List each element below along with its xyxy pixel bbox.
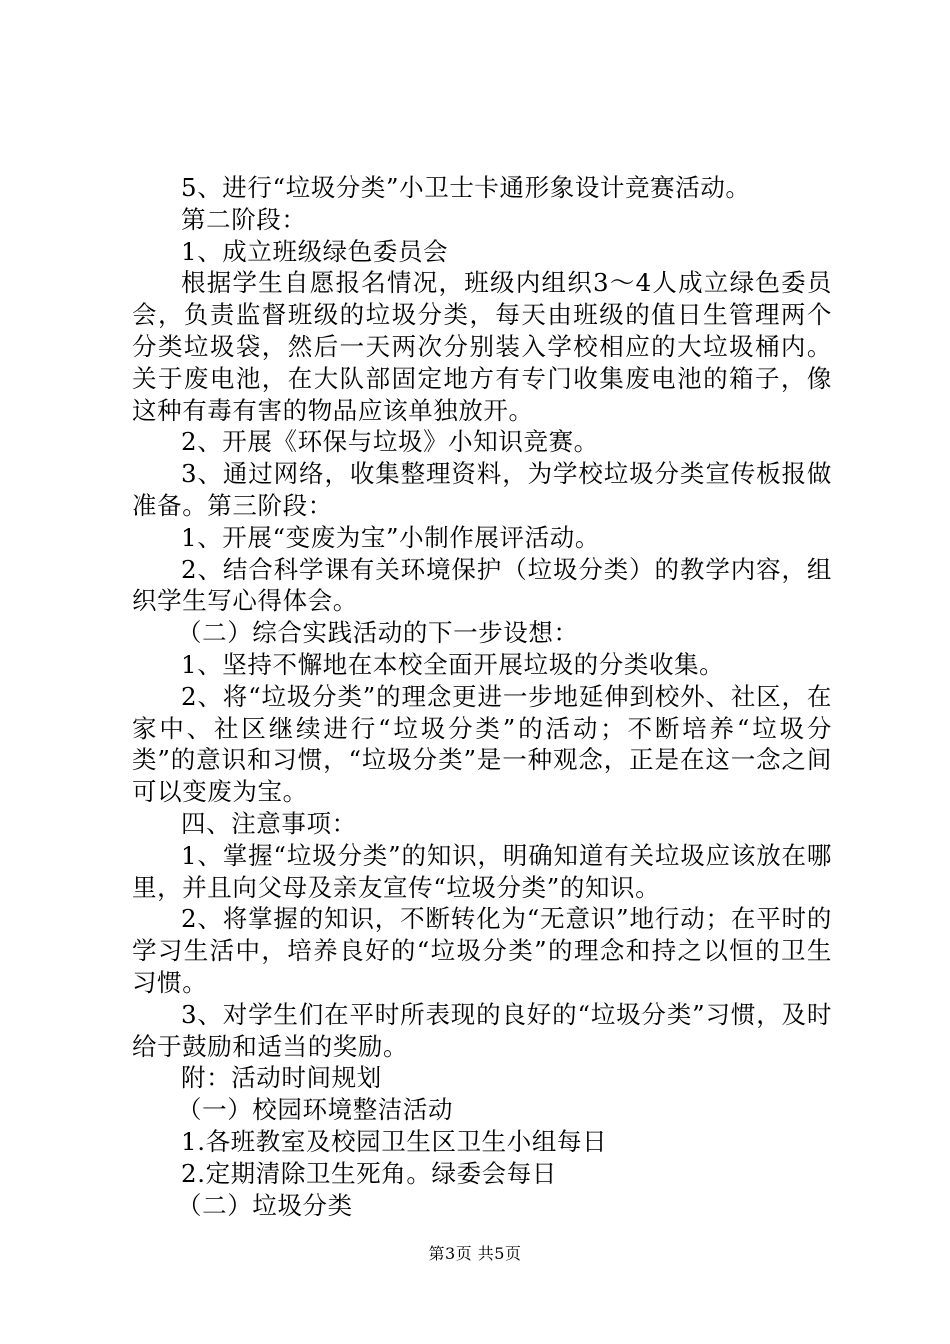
paragraph-extend-community: 2、将“垃圾分类”的理念更进一步地延伸到校外、社区，在家中、社区继续进行“垃圾分类”的活动；不断培养“垃圾分类”的意识和习惯，“垃圾分类”是一种观念，正是在这一念之间可以变废为宝。 [132,681,832,807]
heading-stage-two: 第二阶段： [181,204,307,234]
paragraph-science-class: 2、结合科学课有关环境保护（垃圾分类）的教学内容，组织学生写心得体会。 [132,554,832,616]
heading-garbage-sorting: （二）垃圾分类 [177,1190,353,1220]
page-number-label: 第3页 共5页 [428,1244,522,1263]
paragraph-note-1: 1、掌握“垃圾分类”的知识，明确知道有关垃圾应该放在哪里，并且向父母及亲友宣传“垃圾分类”的知识。 [132,840,832,902]
paragraph-note-2: 2、将掌握的知识，不断转化为“无意识”地行动；在平时的学习生活中，培养良好的“垃圾分类”的理念和持之以恒的卫生习惯。 [132,904,832,997]
heading-campus-cleaning: （一）校园环境整洁活动 [177,1095,454,1125]
paragraph-green-committee-body: 根据学生自愿报名情况，班级内组织3～4人成立绿色委员会，负责监督班级的垃圾分类，每天由班级的值日生管理两个分类垃圾袋，然后一天两次分别装入学校相应的大垃圾桶内。关于废电池，在大队部固定地方有专门收集废电池的箱子，像这种有毒有害的物品应该单独放开。 [132,268,832,425]
paragraph-note-3: 3、对学生们在平时所表现的良好的“垃圾分类”习惯，及时给于鼓励和适当的奖励。 [132,999,832,1061]
paragraph-waste-to-treasure: 1、开展“变废为宝”小制作展评活动。 [181,522,600,552]
list-item-clear-corners: 2.定期清除卫生死角。绿委会每日 [181,1158,557,1188]
page-footer [0,1244,950,1264]
paragraph-network-materials: 3、通过网络，收集整理资料，为学校垃圾分类宣传板报做准备。第三阶段： [132,459,832,520]
paragraph-persist: 1、坚持不懈地在本校全面开展垃圾的分类收集。 [181,649,725,679]
heading-notes: 四、注意事项： [181,808,357,838]
paragraph-green-committee-title: 1、成立班级绿色委员会 [181,236,449,266]
heading-next-steps: （二）综合实践活动的下一步设想： [177,618,579,648]
document-body [132,172,832,1221]
list-item-classroom-cleaning: 1.各班教室及校园卫生区卫生小组每日 [181,1126,608,1156]
paragraph-knowledge-contest: 2、开展《环保与垃圾》小知识竞赛。 [181,427,599,457]
paragraph-contest-design: 5、进行“垃圾分类”小卫士卡通形象设计竞赛活动。 [181,173,751,202]
heading-appendix: 附：活动时间规划 [181,1063,382,1093]
